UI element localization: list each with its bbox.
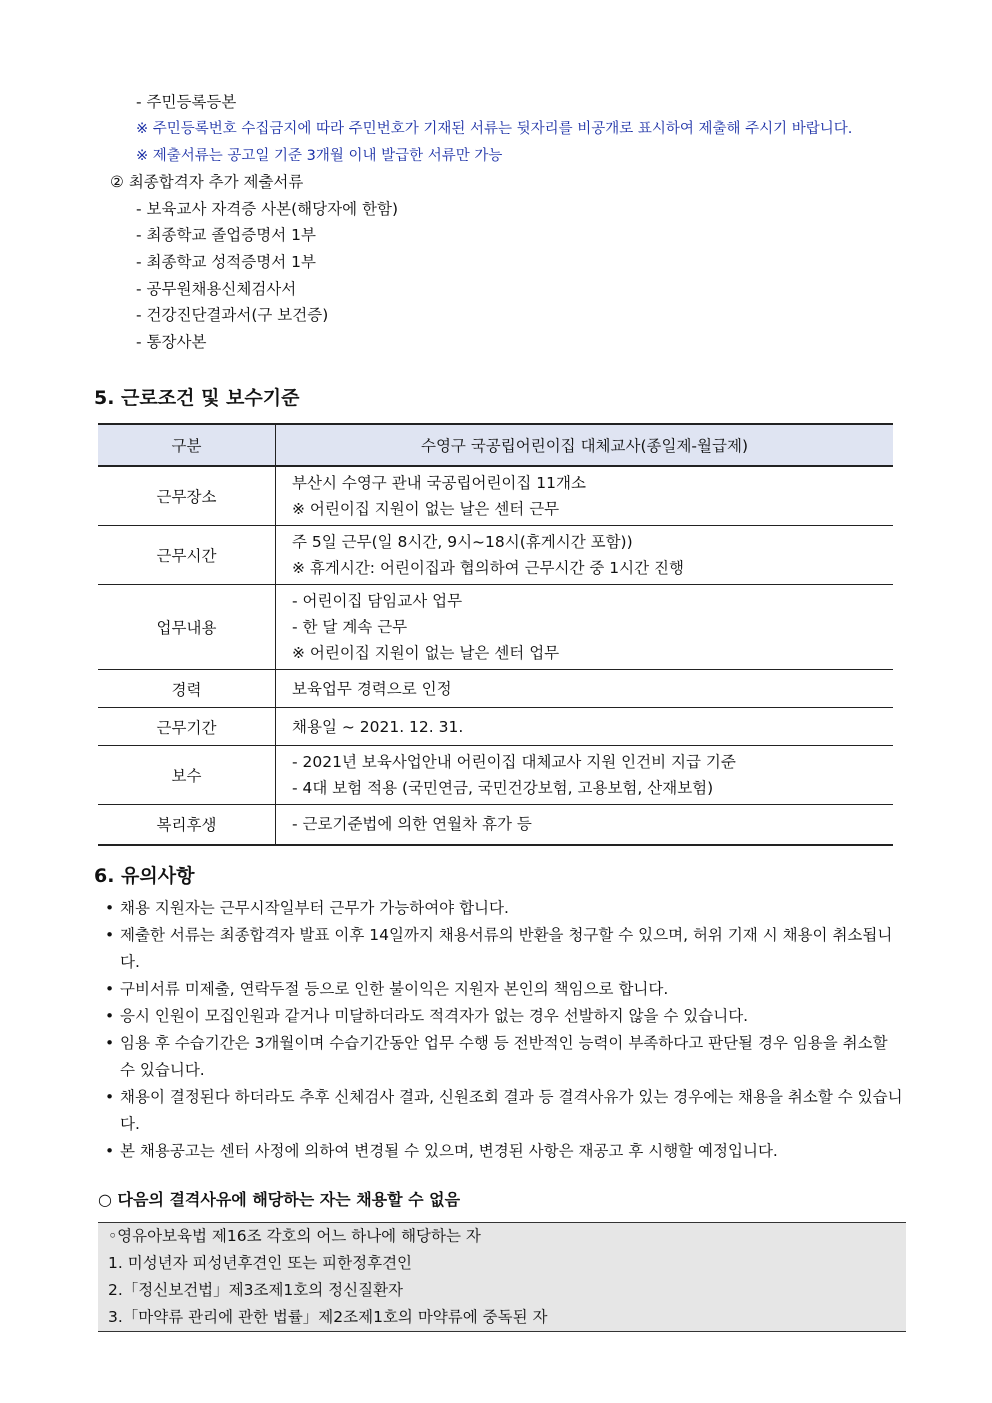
table-row [98,585,893,670]
value-line: 부산시 수영구 관내 국공립어린이집 11개소 [292,474,586,492]
value-line: 보육업무 경력으로 인정 [292,679,452,698]
value-line: ※ 어린이집 지원이 없는 날은 센터 업무 [292,644,560,662]
section6-title: 6. 유의사항 [94,865,195,887]
value-line: ※ 어린이집 지원이 없는 날은 센터 근무 [292,500,560,518]
value-line: - 4대 보험 적용 (국민연금, 국민건강보험, 고용보험, 산재보험) [292,779,714,797]
final-docs-title: ② 최종합격자 추가 제출서류 [110,173,304,191]
value-line: - 근로기준법에 의한 연월차 휴가 등 [292,815,532,834]
table-row [98,708,893,746]
row-label: 업무내용 [98,585,276,670]
row-value [276,708,894,746]
resident-doc-item: - 주민등록등본 [136,93,237,111]
final-doc-item: - 최종학교 졸업증명서 1부 [136,226,316,244]
row-value [276,805,894,845]
final-doc-item: - 통장사본 [136,333,207,351]
table-row [98,670,893,708]
disqual-box [98,1222,906,1332]
row-value [276,585,894,670]
list-item: • 채용 지원자는 근무시작일부터 근무가 가능하여야 합니다. [104,895,904,922]
list-item: • 제출한 서류는 최종합격자 발표 이후 14일까지 채용서류의 반환을 청구할 수 있으며, 허위 기재 시 채용이 취소됩니다. [104,922,904,976]
value-line: - 한 달 계속 근무 [292,618,408,636]
row-value [276,670,894,708]
disqual-line: 3.「마약류 관리에 관한 법률」제2조제1호의 마약류에 중독된 자 [108,1308,548,1326]
value-line: ※ 휴게시간: 어린이집과 협의하여 근무시간 중 1시간 진행 [292,559,684,577]
conditions-table [98,423,893,846]
notes-list [104,895,904,1165]
value-line: - 어린이집 담임교사 업무 [292,592,463,610]
table-row [98,466,893,526]
final-doc-item: - 보육교사 자격증 사본(해당자에 한함) [136,200,398,218]
row-value [276,746,894,805]
list-item: • 임용 후 수습기간은 3개월이며 수습기간동안 업무 수행 등 전반적인 능력이 부족하다고 판단될 경우 임용을 취소할 수 있습니다. [104,1030,904,1084]
row-label: 근무기간 [98,708,276,746]
header-category: 구분 [98,424,276,466]
table-row [98,746,893,805]
final-doc-item: - 최종학교 성적증명서 1부 [136,253,316,271]
disqual-line: ◦영유아보육법 제16조 각호의 어느 하나에 해당하는 자 [108,1227,481,1245]
table-row [98,805,893,845]
header-position: 수영구 국공립어린이집 대체교사(종일제-월급제) [276,424,894,466]
row-value [276,526,894,585]
row-label: 복리후생 [98,805,276,845]
disqual-line: 1. 미성년자 피성년후견인 또는 피한정후견인 [108,1254,413,1272]
list-item: • 응시 인원이 모집인원과 같거나 미달하더라도 적격자가 없는 경우 선발하지 않을 수 있습니다. [104,1003,904,1030]
row-label: 근무시간 [98,526,276,585]
row-label: 보수 [98,746,276,805]
table-header-row [98,424,893,466]
table-row [98,526,893,585]
row-label: 근무장소 [98,466,276,526]
section5-title: 5. 근로조건 및 보수기준 [94,387,300,409]
disqual-title: ○ 다음의 결격사유에 해당하는 자는 채용할 수 없음 [98,1190,461,1209]
value-line: 주 5일 근무(일 8시간, 9시~18시(휴게시간 포함)) [292,533,633,551]
row-label: 경력 [98,670,276,708]
list-item: • 채용이 결정된다 하더라도 추후 신체검사 결과, 신원조회 결과 등 결격사유가 있는 경우에는 채용을 취소할 수 있습니다. [104,1084,904,1138]
value-line: 채용일 ~ 2021. 12. 31. [292,717,464,736]
final-doc-item: - 공무원채용신체검사서 [136,280,297,298]
issue-date-note: ※ 제출서류는 공고일 기준 3개월 이내 발급한 서류만 가능 [136,148,503,164]
privacy-note: ※ 주민등록번호 수집금지에 따라 주민번호가 기재된 서류는 뒷자리를 비공개로 표시하여 제출해 주시기 바랍니다. [136,121,853,137]
final-doc-item: - 건강진단결과서(구 보건증) [136,306,329,324]
row-value [276,466,894,526]
disqual-line: 2.「정신보건법」제3조제1호의 정신질환자 [108,1281,404,1299]
list-item: • 구비서류 미제출, 연락두절 등으로 인한 불이익은 지원자 본인의 책임으로 합니다. [104,976,904,1003]
list-item: • 본 채용공고는 센터 사정에 의하여 변경될 수 있으며, 변경된 사항은 재공고 후 시행할 예정입니다. [104,1138,904,1165]
value-line: - 2021년 보육사업안내 어린이집 대체교사 지원 인건비 지급 기준 [292,753,736,771]
